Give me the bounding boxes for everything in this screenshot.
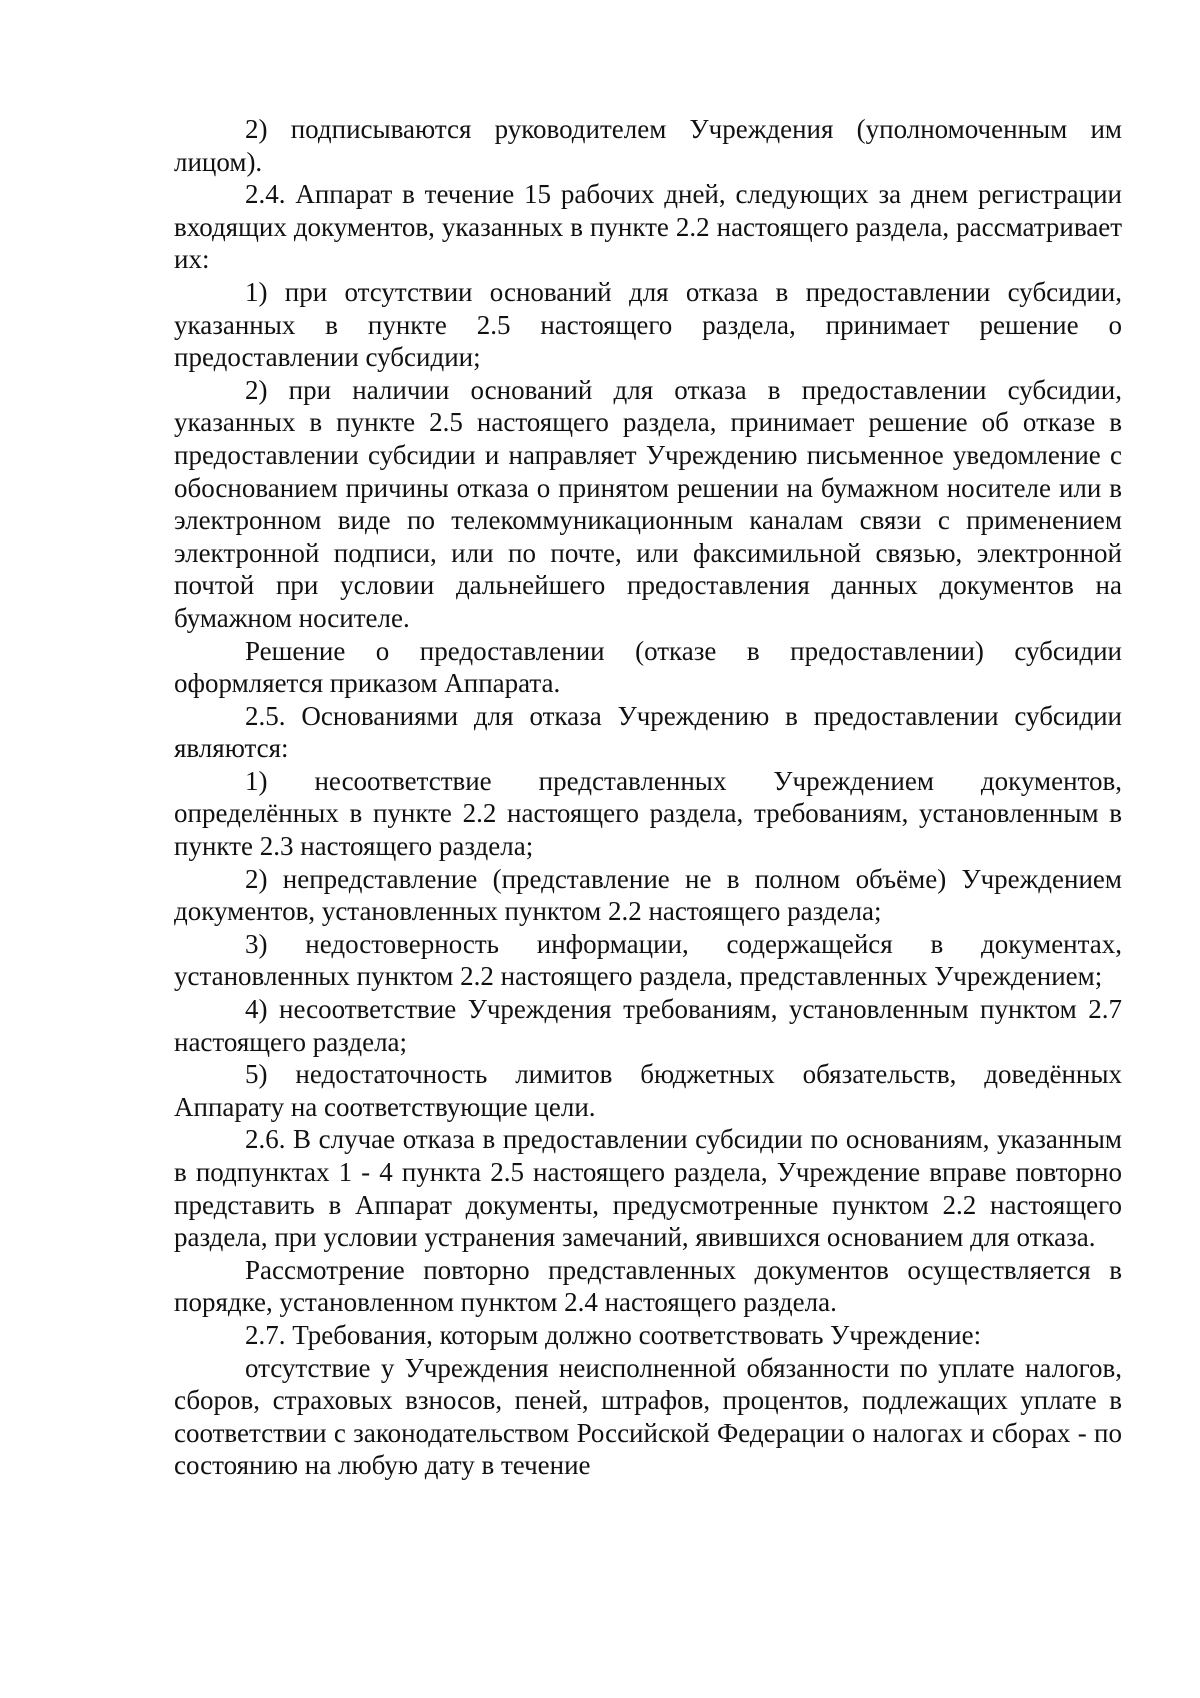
- paragraph: 1) при отсутствии оснований для отказа в предоставлении субсидии, указанных в пункте 2.5 настоящего раздела, принимает решение о предоставлении субсидии;: [174, 276, 1122, 373]
- paragraph: 4) несоответствие Учреждения требованиям, установленным пунктом 2.7 настоящего раздела;: [174, 994, 1122, 1057]
- paragraph: отсутствие у Учреждения неисполненной обязанности по уплате налогов, сборов, страховых взносов, пеней, штрафов, процентов, подлежащих уплате в соответствии с законодательством Российской Федерации о налогах и сборах - по состоянию на любую дату в течение: [174, 1352, 1122, 1481]
- paragraph: 2.6. В случае отказа в предоставлении субсидии по основаниям, указанным в подпунктах 1 - 4 пункта 2.5 настоящего раздела, Учреждение вправе повторно представить в Аппарат документы, предусмотренные пунктом 2.2 настоящего раздела, при условии устранения замечаний, явившихся основанием для отказа.: [174, 1124, 1122, 1253]
- paragraph: 2.5. Основаниями для отказа Учреждению в предоставлении субсидии являются:: [174, 700, 1122, 764]
- paragraph: 3) недостоверность информации, содержащейся в документах, установленных пунктом 2.2 настоящего раздела, представленных Учреждением;: [174, 928, 1122, 992]
- paragraph: 2) при наличии оснований для отказа в предоставлении субсидии, указанных в пункте 2.5 настоящего раздела, принимает решение об отказе в предоставлении субсидии и направляет Учреждению письменное уведомление с обоснованием причины отказа о принятом решении на бумажном носителе или в электронном виде по телекоммуникационным каналам связи с применением электронной подписи, или по почте, или факсимильной связью, электронной почтой при условии дальнейшего предоставления данных документов на бумажном носителе.: [174, 374, 1122, 633]
- paragraph: 2.4. Аппарат в течение 15 рабочих дней, следующих за днем регистрации входящих документов, указанных в пункте 2.2 настоящего раздела, рассматривает их:: [174, 179, 1122, 275]
- document-page: [174, 113, 1122, 1482]
- paragraph: 1) несоответствие представленных Учреждением документов, определённых в пункте 2.2 настоящего раздела, требованиям, установленным в пункте 2.3 настоящего раздела;: [174, 765, 1122, 862]
- paragraph: 2) непредставление (представление не в полном объёме) Учреждением документов, установленных пунктом 2.2 настоящего раздела;: [174, 863, 1122, 927]
- paragraph: Решение о предоставлении (отказе в предоставлении) субсидии оформляется приказом Аппарата.: [174, 635, 1122, 699]
- paragraph: 5) недостаточность лимитов бюджетных обязательств, доведённых Аппарату на соответствующие цели.: [174, 1059, 1122, 1122]
- paragraph: 2) подписываются руководителем Учреждения (уполномоченным им лицом).: [174, 114, 1122, 177]
- paragraph: Рассмотрение повторно представленных документов осуществляется в порядке, установленном пунктом 2.4 настоящего раздела.: [174, 1254, 1122, 1318]
- paragraph: 2.7. Требования, которым должно соответствовать Учреждение:: [245, 1319, 982, 1350]
